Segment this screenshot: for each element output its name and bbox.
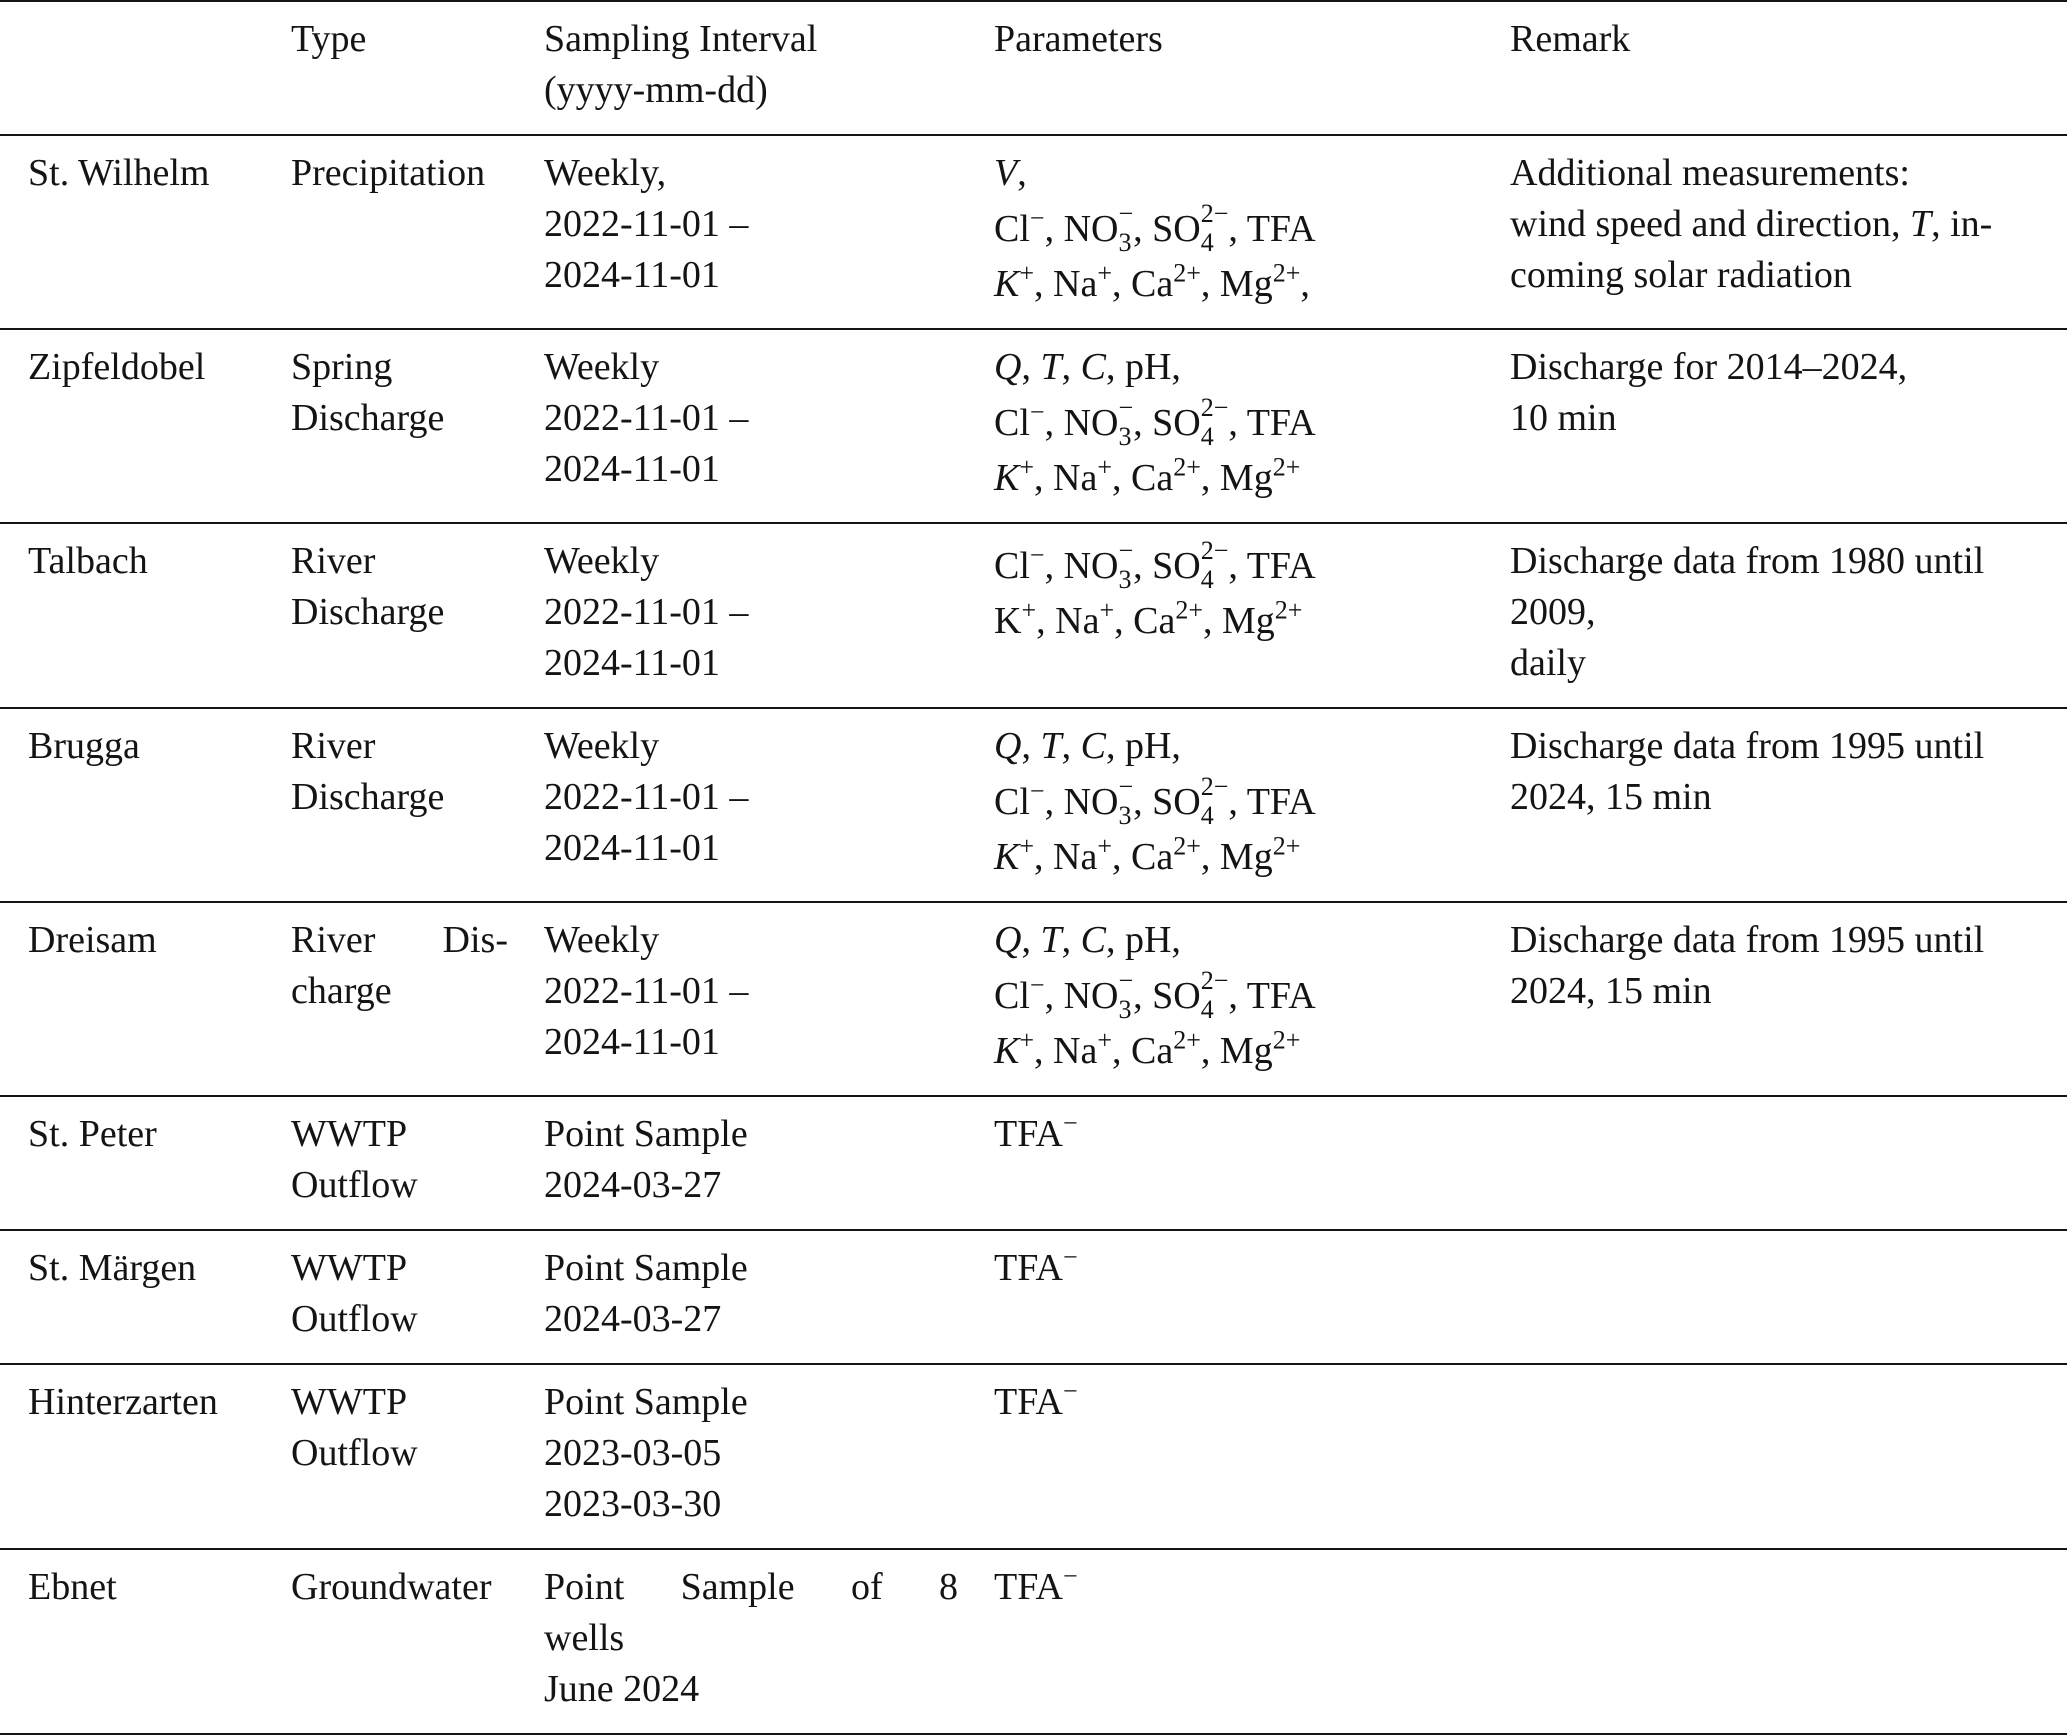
header-interval: [516, 1, 966, 135]
header-interval-line2: (yyyy-mm-dd): [544, 69, 768, 111]
type-line: Outflow: [291, 1298, 418, 1340]
table-row: [0, 708, 2067, 902]
table-body: [0, 135, 2067, 1734]
table-row: [0, 1364, 2067, 1549]
cell-remark: [1480, 329, 2067, 523]
type-line: Discharge: [291, 776, 445, 818]
interval-line: 2024-11-01: [544, 827, 720, 869]
cell-site: St. Wilhelm: [0, 135, 263, 329]
cell-parameters: [966, 1549, 1480, 1734]
interval-line: 2022-11-01 –: [544, 591, 749, 633]
param-physical: Q, T, C, pH,: [994, 346, 1181, 388]
interval-line: 2024-11-01: [544, 1021, 720, 1063]
param-cations: K+, Na+, $Ca^{2+}$, $Mg^{2+}$,: [994, 258, 1310, 305]
cell-remark: [1480, 708, 2067, 902]
cell-parameters: [966, 329, 1480, 523]
remark-line: 10 min: [1510, 397, 1617, 439]
type-line: WWTP: [291, 1247, 408, 1289]
table-row: [0, 135, 2067, 329]
param-cations: K+, Na+, $Ca^{2+}$, $Mg^{2+}$: [994, 1025, 1301, 1072]
cell-site: Talbach: [0, 523, 263, 708]
type-line: Outflow: [291, 1432, 418, 1474]
interval-line: 2024-11-01: [544, 642, 720, 684]
cell-site: Zipfeldobel: [0, 329, 263, 523]
remark-line: Discharge data from 1980 until: [1510, 540, 1985, 582]
param-anions: Cl−, NO− 3 , $SO^{2-}$ 4 , TFA: [994, 965, 1316, 1025]
table-row: [0, 523, 2067, 708]
type-line: River: [291, 540, 376, 582]
cell-parameters: [966, 135, 1480, 329]
remark-line: Discharge data from 1995 until: [1510, 919, 1985, 961]
param-anions: Cl−, NO− 3 , $SO^{2-}$ 4 , TFA: [994, 771, 1316, 831]
param-cations: K+, Na+, $Ca^{2+}$, $Mg^{2+}$: [994, 452, 1301, 499]
header-parameters: Parameters: [966, 1, 1480, 135]
interval-line: 2022-11-01 –: [544, 970, 749, 1012]
cell-parameters: [966, 708, 1480, 902]
header-site: [0, 1, 263, 135]
cell-type: [263, 135, 516, 329]
interval-line: 2022-11-01 –: [544, 397, 749, 439]
type-line: charge: [291, 970, 392, 1012]
param-tfa: TFA−: [994, 1242, 1078, 1289]
interval-line: 2024-03-27: [544, 1298, 722, 1340]
table-row: [0, 1230, 2067, 1364]
cell-remark: [1480, 1096, 2067, 1230]
interval-line: Weekly: [544, 540, 660, 582]
cell-site: Brugga: [0, 708, 263, 902]
interval-line: Point Sample: [544, 1381, 748, 1423]
cell-interval: [516, 902, 966, 1096]
param-anions: Cl−, NO− 3 , $SO^{2-}$ 4 , TFA: [994, 392, 1316, 452]
interval-line: 2024-11-01: [544, 254, 720, 296]
param-cations: K+, Na+, $Ca^{2+}$, $Mg^{2+}$: [994, 595, 1303, 642]
header-interval-line1: Sampling Interval: [544, 18, 818, 60]
cell-interval: [516, 1549, 966, 1734]
type-line: River Dis-: [291, 919, 508, 961]
type-line: Outflow: [291, 1164, 418, 1206]
interval-line: Weekly,: [544, 152, 667, 194]
cell-site: St. Märgen: [0, 1230, 263, 1364]
interval-line: Weekly: [544, 725, 660, 767]
param-physical: Q, T, C, pH,: [994, 919, 1181, 961]
cell-type: [263, 1096, 516, 1230]
cell-interval: [516, 523, 966, 708]
remark-line: daily: [1510, 642, 1586, 684]
remark-line: 2024, 15 min: [1510, 970, 1712, 1012]
cell-type: [263, 1230, 516, 1364]
interval-line: 2022-11-01 –: [544, 203, 749, 245]
type-line: Precipitation: [291, 152, 486, 194]
cell-interval: [516, 1230, 966, 1364]
cell-remark: [1480, 523, 2067, 708]
header-type: Type: [263, 1, 516, 135]
remark-line: 2009,: [1510, 591, 1596, 633]
type-line: Spring: [291, 346, 393, 388]
param-tfa: TFA−: [994, 1108, 1078, 1155]
param-physical: Q, T, C, pH,: [994, 725, 1181, 767]
interval-line: 2022-11-01 –: [544, 776, 749, 818]
interval-line: 2023-03-05: [544, 1432, 722, 1474]
interval-line: Weekly: [544, 346, 660, 388]
cell-type: [263, 902, 516, 1096]
cell-site: Hinterzarten: [0, 1364, 263, 1549]
type-line: WWTP: [291, 1113, 408, 1155]
cell-parameters: [966, 1364, 1480, 1549]
interval-line: wells: [544, 1617, 625, 1659]
cell-interval: [516, 1096, 966, 1230]
table-row: [0, 329, 2067, 523]
cell-type: [263, 523, 516, 708]
type-line: Groundwater: [291, 1566, 492, 1608]
cell-site: St. Peter: [0, 1096, 263, 1230]
remark-line: coming solar radiation: [1510, 254, 1852, 296]
cell-type: [263, 1549, 516, 1734]
cell-parameters: [966, 1096, 1480, 1230]
remark-line: Discharge data from 1995 until: [1510, 725, 1985, 767]
interval-line: June 2024: [544, 1668, 700, 1710]
cell-remark: [1480, 1230, 2067, 1364]
cell-interval: [516, 329, 966, 523]
interval-line: Point Sample: [544, 1247, 748, 1289]
type-line: WWTP: [291, 1381, 408, 1423]
header-remark: Remark: [1480, 1, 2067, 135]
cell-parameters: [966, 523, 1480, 708]
interval-line: Weekly: [544, 919, 660, 961]
cell-remark: [1480, 902, 2067, 1096]
cell-parameters: [966, 1230, 1480, 1364]
table-row: [0, 1096, 2067, 1230]
cell-type: [263, 329, 516, 523]
type-line: River: [291, 725, 376, 767]
cell-interval: [516, 1364, 966, 1549]
remark-line: Discharge for 2014–2024,: [1510, 346, 1908, 388]
interval-line: Point Sample: [544, 1113, 748, 1155]
type-line: Discharge: [291, 397, 445, 439]
cell-remark: [1480, 1364, 2067, 1549]
interval-line: 2024-03-27: [544, 1164, 722, 1206]
cell-remark: [1480, 135, 2067, 329]
param-cations: K+, Na+, $Ca^{2+}$, $Mg^{2+}$: [994, 831, 1301, 878]
remark-line: wind speed and direction, T, in-: [1510, 203, 1993, 245]
param-anions: Cl−, NO− 3 , $SO^{2-}$ 4 , TFA: [994, 198, 1316, 258]
cell-type: [263, 1364, 516, 1549]
remark-line: 2024, 15 min: [1510, 776, 1712, 818]
cell-site: Dreisam: [0, 902, 263, 1096]
cell-interval: [516, 708, 966, 902]
cell-parameters: [966, 902, 1480, 1096]
param-anions: Cl−, NO− 3 , $SO^{2-}$ 4 , TFA: [994, 535, 1316, 595]
cell-type: [263, 708, 516, 902]
cell-remark: [1480, 1549, 2067, 1734]
interval-line: Point Sample of 8: [544, 1566, 958, 1608]
interval-line: 2023-03-30: [544, 1483, 722, 1525]
type-line: Discharge: [291, 591, 445, 633]
cell-interval: [516, 135, 966, 329]
table-row: [0, 1549, 2067, 1734]
param-tfa: TFA−: [994, 1376, 1078, 1423]
interval-line: 2024-11-01: [544, 448, 720, 490]
remark-line: Additional measurements:: [1510, 152, 1910, 194]
table-header-row: [0, 1, 2067, 135]
param-tfa: TFA−: [994, 1561, 1078, 1608]
param-volume: V,: [994, 152, 1027, 194]
cell-site: Ebnet: [0, 1549, 263, 1734]
table-row: [0, 902, 2067, 1096]
